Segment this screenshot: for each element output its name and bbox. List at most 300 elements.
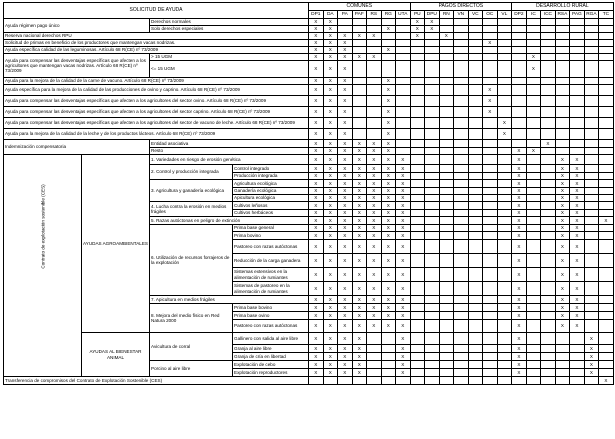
mark-cell-rn: [439, 96, 454, 107]
mark-cell-pa: X: [338, 96, 353, 107]
mark-cell-pu: [410, 148, 425, 155]
mark-cell-vn: [454, 225, 469, 232]
mark-cell-pag: X: [570, 240, 585, 254]
mark-cell-rsa: X: [555, 188, 570, 195]
mark-cell-pu: [410, 232, 425, 240]
column-header-dp1: DP1: [309, 11, 324, 19]
mark-cell-paf: [352, 26, 367, 33]
mark-cell-dp2: X: [512, 304, 527, 312]
mark-cell-vc: [468, 282, 483, 296]
column-header-vl: VL: [497, 11, 512, 19]
mark-cell-paf: [352, 107, 367, 118]
mark-cell-rsa: [555, 61, 570, 78]
mark-cell-dp2: [512, 47, 527, 54]
aid-sublabel: Entidad asociativa: [150, 140, 309, 148]
mark-cell-pu: [410, 202, 425, 210]
mark-cell-rs: X: [367, 304, 382, 312]
mark-cell-ic: [526, 107, 541, 118]
mark-cell-rg: [381, 361, 396, 369]
mark-cell-dpu: [425, 240, 440, 254]
mark-cell-oc: [483, 188, 498, 195]
submeasure-label: Cultivos leñosos: [233, 202, 309, 210]
mark-cell-rs: [367, 361, 382, 369]
mark-cell-dp2: X: [512, 210, 527, 217]
mark-cell-ic: [526, 202, 541, 210]
mark-cell-rga: [584, 202, 599, 210]
submeasure-label: Pastoreo con razas autóctonas: [233, 320, 309, 333]
mark-cell-tc: [599, 240, 614, 254]
mark-cell-rg: X: [381, 320, 396, 333]
mark-cell-dp2: [512, 78, 527, 85]
mark-cell-uta: X: [396, 282, 411, 296]
submeasure-label: Prima base ovino: [233, 312, 309, 320]
mark-cell-vc: [468, 312, 483, 320]
mark-cell-rg: [381, 33, 396, 40]
mark-cell-icc: [541, 19, 556, 26]
mark-cell-oc: [483, 353, 498, 361]
mark-cell-da: X: [323, 47, 338, 54]
mark-cell-pa: X: [338, 254, 353, 268]
mark-cell-oc: X: [483, 85, 498, 96]
mark-cell-paf: X: [352, 165, 367, 173]
mark-cell-paf: X: [352, 304, 367, 312]
mark-cell-da: X: [323, 173, 338, 180]
welfare-group: AYUDAS AL BIENESTAR ANIMAL: [82, 333, 150, 377]
mark-cell-oc: [483, 296, 498, 304]
mark-cell-rg: X: [381, 180, 396, 188]
mark-cell-rn: [439, 165, 454, 173]
mark-cell-vn: [454, 188, 469, 195]
column-header-rn: RN: [439, 11, 454, 19]
agro-group: AYUDAS AGROAMBIENTALES: [82, 155, 150, 333]
mark-cell-uta: [396, 78, 411, 85]
mark-cell-pag: X: [570, 320, 585, 333]
measure-label: 5. Razas autóctonas en peligro de extinción: [150, 217, 309, 225]
mark-cell-pag: [570, 377, 585, 385]
submeasure-label: Producción integrada: [233, 173, 309, 180]
mark-cell-pag: X: [570, 254, 585, 268]
mark-cell-pu: [410, 118, 425, 129]
solicitud-header: SOLICITUD DE AYUDA: [4, 3, 309, 19]
mark-cell-tc: [599, 40, 614, 47]
mark-cell-rn: [439, 107, 454, 118]
mark-cell-rn: [439, 47, 454, 54]
mark-cell-rsa: X: [555, 304, 570, 312]
mark-cell-rsa: [555, 40, 570, 47]
mark-cell-paf: X: [352, 210, 367, 217]
mark-cell-pa: X: [338, 78, 353, 85]
mark-cell-rn: [439, 232, 454, 240]
mark-cell-pu: [410, 54, 425, 61]
mark-cell-rga: X: [584, 333, 599, 345]
mark-cell-uta: [396, 26, 411, 33]
mark-cell-pag: X: [570, 217, 585, 225]
mark-cell-vc: [468, 19, 483, 26]
mark-cell-dpu: X: [425, 26, 440, 33]
mark-cell-rga: [584, 148, 599, 155]
mark-cell-pa: X: [338, 345, 353, 353]
mark-cell-uta: X: [396, 333, 411, 345]
mark-cell-ic: [526, 333, 541, 345]
mark-cell-dp2: [512, 129, 527, 140]
mark-cell-dp1: X: [309, 155, 324, 165]
mark-cell-pa: X: [338, 140, 353, 148]
mark-cell-oc: [483, 240, 498, 254]
mark-cell-uta: X: [396, 225, 411, 232]
mark-cell-tc: X: [599, 377, 614, 385]
mark-cell-dp2: X: [512, 345, 527, 353]
mark-cell-pu: [410, 195, 425, 202]
mark-cell-vc: [468, 320, 483, 333]
mark-cell-vl: [497, 304, 512, 312]
mark-cell-paf: X: [352, 140, 367, 148]
mark-cell-da: X: [323, 225, 338, 232]
mark-cell-da: X: [323, 304, 338, 312]
mark-cell-uta: X: [396, 268, 411, 282]
mark-cell-pu: [410, 254, 425, 268]
mark-cell-pu: [410, 304, 425, 312]
mark-cell-paf: X: [352, 195, 367, 202]
mark-cell-dp1: X: [309, 312, 324, 320]
mark-cell-dp2: X: [512, 148, 527, 155]
mark-cell-icc: [541, 165, 556, 173]
mark-cell-da: X: [323, 19, 338, 26]
mark-cell-pu: [410, 210, 425, 217]
mark-cell-ic: [526, 377, 541, 385]
mark-cell-tc: [599, 202, 614, 210]
mark-cell-oc: [483, 54, 498, 61]
mark-cell-uta: X: [396, 304, 411, 312]
mark-cell-pu: [410, 61, 425, 78]
column-header-rg: RG: [381, 11, 396, 19]
mark-cell-vn: [454, 320, 469, 333]
mark-cell-uta: [396, 47, 411, 54]
submeasure-label: Cultivos herbáceos: [233, 210, 309, 217]
mark-cell-icc: [541, 96, 556, 107]
mark-cell-ic: [526, 320, 541, 333]
aid-sublabel: > 15 UGM: [150, 54, 309, 61]
mark-cell-tc: [599, 26, 614, 33]
mark-cell-pa: X: [338, 188, 353, 195]
mark-cell-icc: [541, 202, 556, 210]
mark-cell-paf: X: [352, 282, 367, 296]
mark-cell-rg: X: [381, 202, 396, 210]
mark-cell-oc: [483, 180, 498, 188]
mark-cell-dp1: X: [309, 345, 324, 353]
mark-cell-uta: [396, 377, 411, 385]
mark-cell-ic: [526, 140, 541, 148]
mark-cell-rn: [439, 210, 454, 217]
mark-cell-icc: [541, 304, 556, 312]
mark-cell-rs: X: [367, 232, 382, 240]
aid-sublabel: Solo derechos especiales: [150, 26, 309, 33]
mark-cell-rga: [584, 268, 599, 282]
mark-cell-paf: X: [352, 155, 367, 165]
mark-cell-tc: [599, 296, 614, 304]
mark-cell-rga: X: [584, 361, 599, 369]
mark-cell-rg: [381, 54, 396, 61]
mark-cell-rg: X: [381, 26, 396, 33]
mark-cell-icc: [541, 240, 556, 254]
mark-cell-oc: [483, 225, 498, 232]
mark-cell-pag: X: [570, 155, 585, 165]
mark-cell-pa: X: [338, 173, 353, 180]
mark-cell-dp1: X: [309, 129, 324, 140]
mark-cell-icc: [541, 320, 556, 333]
mark-cell-da: X: [323, 140, 338, 148]
mark-cell-pu: [410, 78, 425, 85]
mark-cell-vn: [454, 282, 469, 296]
mark-cell-pa: X: [338, 155, 353, 165]
mark-cell-tc: [599, 312, 614, 320]
submeasure-label: Pastoreo con razas autóctonas: [233, 240, 309, 254]
mark-cell-tc: [599, 320, 614, 333]
mark-cell-rn: [439, 155, 454, 165]
mark-cell-vn: [454, 47, 469, 54]
mark-cell-paf: X: [352, 33, 367, 40]
mark-cell-da: X: [323, 312, 338, 320]
mark-cell-ic: [526, 40, 541, 47]
mark-cell-icc: [541, 188, 556, 195]
column-header-paf: PAF: [352, 11, 367, 19]
mark-cell-pu: [410, 240, 425, 254]
mark-cell-rsa: [555, 333, 570, 345]
mark-cell-dp1: X: [309, 173, 324, 180]
mark-cell-oc: [483, 210, 498, 217]
mark-cell-rn: [439, 180, 454, 188]
mark-cell-vc: [468, 96, 483, 107]
mark-cell-icc: [541, 232, 556, 240]
mark-cell-dp1: X: [309, 85, 324, 96]
mark-cell-rs: [367, 345, 382, 353]
mark-cell-da: X: [323, 180, 338, 188]
mark-cell-ic: [526, 19, 541, 26]
mark-cell-dp1: X: [309, 268, 324, 282]
mark-cell-rs: X: [367, 180, 382, 188]
mark-cell-dp2: X: [512, 195, 527, 202]
mark-cell-ic: [526, 232, 541, 240]
mark-cell-dpu: [425, 47, 440, 54]
mark-cell-tc: [599, 173, 614, 180]
mark-cell-pu: [410, 155, 425, 165]
mark-cell-dpu: [425, 33, 440, 40]
mark-cell-icc: [541, 26, 556, 33]
mark-cell-vc: [468, 217, 483, 225]
table-row: [4, 140, 614, 148]
mark-cell-uta: X: [396, 195, 411, 202]
mark-cell-rsa: [555, 19, 570, 26]
mark-cell-dp1: X: [309, 26, 324, 33]
mark-cell-pa: X: [338, 232, 353, 240]
mark-cell-pa: X: [338, 320, 353, 333]
mark-cell-da: X: [323, 202, 338, 210]
aid-label: Ayuda para la mejora de la calidad de la leche y de los productos lácteos. Artículo 68 R(CE) nº 73/2009: [4, 129, 309, 140]
mark-cell-vl: [497, 353, 512, 361]
mark-cell-rga: [584, 195, 599, 202]
mark-cell-rn: [439, 320, 454, 333]
mark-cell-rs: X: [367, 320, 382, 333]
mark-cell-rg: X: [381, 195, 396, 202]
mark-cell-ic: [526, 180, 541, 188]
mark-cell-rn: [439, 282, 454, 296]
mark-cell-ic: [526, 26, 541, 33]
mark-cell-rga: [584, 217, 599, 225]
mark-cell-dp1: X: [309, 40, 324, 47]
mark-cell-dpu: [425, 210, 440, 217]
submeasure-label: Agricultura ecológica: [233, 180, 309, 188]
mark-cell-rsa: [555, 54, 570, 61]
mark-cell-vn: [454, 85, 469, 96]
column-header-rga: RGA: [584, 11, 599, 19]
mark-cell-vc: [468, 353, 483, 361]
mark-cell-da: X: [323, 96, 338, 107]
mark-cell-da: X: [323, 333, 338, 345]
mark-cell-tc: [599, 225, 614, 232]
mark-cell-oc: [483, 333, 498, 345]
contract-group-label: Contrato de explotación sostenible (CES): [39, 184, 45, 269]
mark-cell-vc: [468, 118, 483, 129]
mark-cell-ic: [526, 353, 541, 361]
aid-label: Reserva nacional derechos RPU: [4, 33, 309, 40]
column-header-oc: OC: [483, 11, 498, 19]
mark-cell-rsa: X: [555, 312, 570, 320]
mark-cell-oc: [483, 304, 498, 312]
mark-cell-icc: [541, 333, 556, 345]
mark-cell-paf: X: [352, 148, 367, 155]
aid-label: Indemnización compensatoria: [4, 140, 150, 155]
mark-cell-rga: [584, 377, 599, 385]
mark-cell-dp1: X: [309, 118, 324, 129]
mark-cell-uta: [396, 61, 411, 78]
mark-cell-oc: [483, 47, 498, 54]
mark-cell-vc: [468, 225, 483, 232]
avicultura-label: Avicultura de corral: [150, 333, 233, 361]
mark-cell-rg: X: [381, 118, 396, 129]
mark-cell-rsa: [555, 47, 570, 54]
mark-cell-icc: [541, 155, 556, 165]
mark-cell-vn: [454, 232, 469, 240]
mark-cell-pag: [570, 148, 585, 155]
measure-label: 1. Variedades en riesgo de erosión genética: [150, 155, 309, 165]
mark-cell-vl: [497, 217, 512, 225]
mark-cell-uta: X: [396, 345, 411, 353]
mark-cell-pu: [410, 47, 425, 54]
mark-cell-pu: X: [410, 33, 425, 40]
mark-cell-dpu: [425, 377, 440, 385]
measure-label: 2. Control y producción integrada: [150, 165, 233, 180]
column-header-icc: ICC: [541, 11, 556, 19]
mark-cell-paf: X: [352, 333, 367, 345]
mark-cell-icc: [541, 282, 556, 296]
mark-cell-dp2: X: [512, 217, 527, 225]
column-header-tc: TC: [599, 11, 614, 19]
mark-cell-rsa: X: [555, 165, 570, 173]
mark-cell-rga: X: [584, 369, 599, 377]
mark-cell-ic: [526, 312, 541, 320]
mark-cell-uta: [396, 129, 411, 140]
table-row: [4, 33, 614, 40]
mark-cell-pag: X: [570, 202, 585, 210]
mark-cell-paf: X: [352, 217, 367, 225]
mark-cell-rn: [439, 296, 454, 304]
measure-label: 6. Utilización de recursos forrajeros de la explotación: [150, 225, 233, 296]
mark-cell-vl: [497, 173, 512, 180]
mark-cell-rga: [584, 26, 599, 33]
mark-cell-vn: [454, 377, 469, 385]
mark-cell-vl: [497, 61, 512, 78]
mark-cell-rn: [439, 240, 454, 254]
mark-cell-dp2: X: [512, 180, 527, 188]
mark-cell-pa: X: [338, 180, 353, 188]
table-row: [4, 333, 614, 345]
mark-cell-rga: [584, 312, 599, 320]
mark-cell-da: X: [323, 268, 338, 282]
mark-cell-vl: [497, 180, 512, 188]
mark-cell-vc: [468, 26, 483, 33]
mark-cell-dp2: X: [512, 155, 527, 165]
mark-cell-pa: X: [338, 107, 353, 118]
mark-cell-rs: X: [367, 140, 382, 148]
mark-cell-rs: [367, 61, 382, 78]
mark-cell-paf: X: [352, 268, 367, 282]
mark-cell-pa: X: [338, 217, 353, 225]
mark-cell-paf: [352, 78, 367, 85]
mark-cell-da: X: [323, 85, 338, 96]
mark-cell-ic: [526, 345, 541, 353]
mark-cell-pa: X: [338, 118, 353, 129]
mark-cell-pag: [570, 54, 585, 61]
mark-cell-rs: X: [367, 173, 382, 180]
submeasure-label: Control integrado: [233, 165, 309, 173]
mark-cell-rga: [584, 85, 599, 96]
mark-cell-pa: X: [338, 296, 353, 304]
mark-cell-icc: [541, 54, 556, 61]
aid-label: Ayuda para compensar las desventajas específicas que afecten a los agricultores que mantengan vacas nodrizas. Artículo 68 R(CE) nº 73/2009: [4, 54, 150, 78]
mark-cell-dp2: [512, 19, 527, 26]
mark-cell-rga: [584, 140, 599, 148]
mark-cell-icc: [541, 296, 556, 304]
mark-cell-pag: [570, 40, 585, 47]
column-header-dp2: DP2: [512, 11, 527, 19]
mark-cell-vl: X: [497, 129, 512, 140]
mark-cell-tc: [599, 353, 614, 361]
mark-cell-icc: [541, 61, 556, 78]
mark-cell-pa: X: [338, 202, 353, 210]
mark-cell-pu: [410, 282, 425, 296]
mark-cell-pag: X: [570, 268, 585, 282]
mark-cell-oc: [483, 254, 498, 268]
mark-cell-paf: X: [352, 320, 367, 333]
mark-cell-rs: [367, 26, 382, 33]
aid-label: Solicitud de primas en beneficio de los productores que mantengan vacas nodrizas.: [4, 40, 309, 47]
mark-cell-dpu: [425, 225, 440, 232]
mark-cell-tc: [599, 188, 614, 195]
mark-cell-rsa: [555, 129, 570, 140]
mark-cell-tc: [599, 333, 614, 345]
table-row: [4, 54, 614, 61]
mark-cell-dp2: X: [512, 296, 527, 304]
mark-cell-rsa: X: [555, 254, 570, 268]
mark-cell-uta: [396, 140, 411, 148]
mark-cell-da: X: [323, 195, 338, 202]
mark-cell-oc: [483, 312, 498, 320]
mark-cell-oc: [483, 320, 498, 333]
mark-cell-pag: [570, 345, 585, 353]
mark-cell-oc: [483, 369, 498, 377]
mark-cell-paf: [352, 47, 367, 54]
column-header-vn: VN: [454, 11, 469, 19]
mark-cell-rsa: X: [555, 155, 570, 165]
